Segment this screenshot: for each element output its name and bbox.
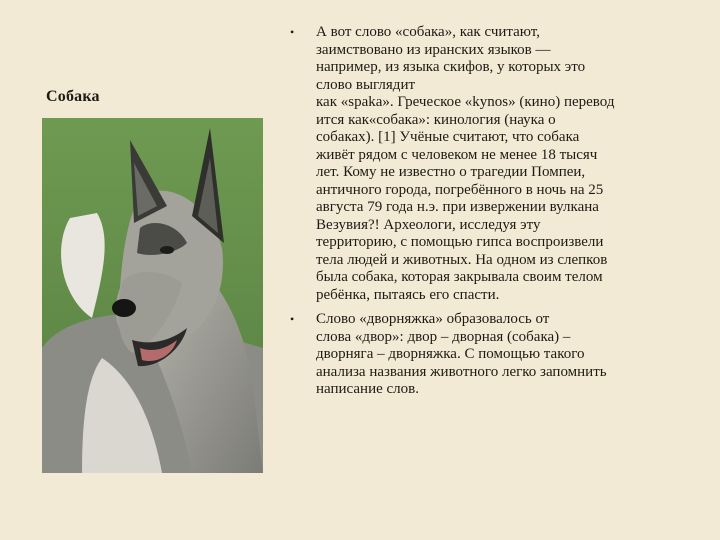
bullet-text: Слово «дворняжка» образовалось от слова «двор»: двор – дворная (собака) – дворняга – дворняжка. С помощью такого анализа названия животного легко запомнить написание слов. bbox=[316, 311, 607, 397]
bullet-text: А вот слово «собака», как считают, заимствовано из иранских языков — например, из языка скифов, у которых это слово выглядит как «spaka». Греческое «kynos» (кино) перевод ится как«собака»: кинология (наука о собаках). [1] Учёные считают, что собака живёт рядом с человеком не менее 18 тысяч лет. Кому не известно о трагедии Помпеи, античного города, погребённого в ночь на 25 августа 79 года н.э. при извержении вулкана Везувия?! Археологи, исследуя эту территорию, с помощью гипса воспроизвели тела людей и животных. На одном из слепков была собака, которая закрывала своим телом ребёнка, пытаясь его спасти. bbox=[316, 24, 615, 303]
bullet-list bbox=[288, 24, 688, 399]
slide-title: Собака bbox=[46, 88, 100, 105]
bullet-marker: • bbox=[290, 312, 295, 326]
bullet-marker: • bbox=[290, 25, 295, 39]
bullet-item-1 bbox=[288, 24, 688, 304]
bullet-item-2 bbox=[288, 311, 688, 399]
dog-photo bbox=[42, 118, 263, 473]
dog-illustration bbox=[42, 118, 263, 473]
